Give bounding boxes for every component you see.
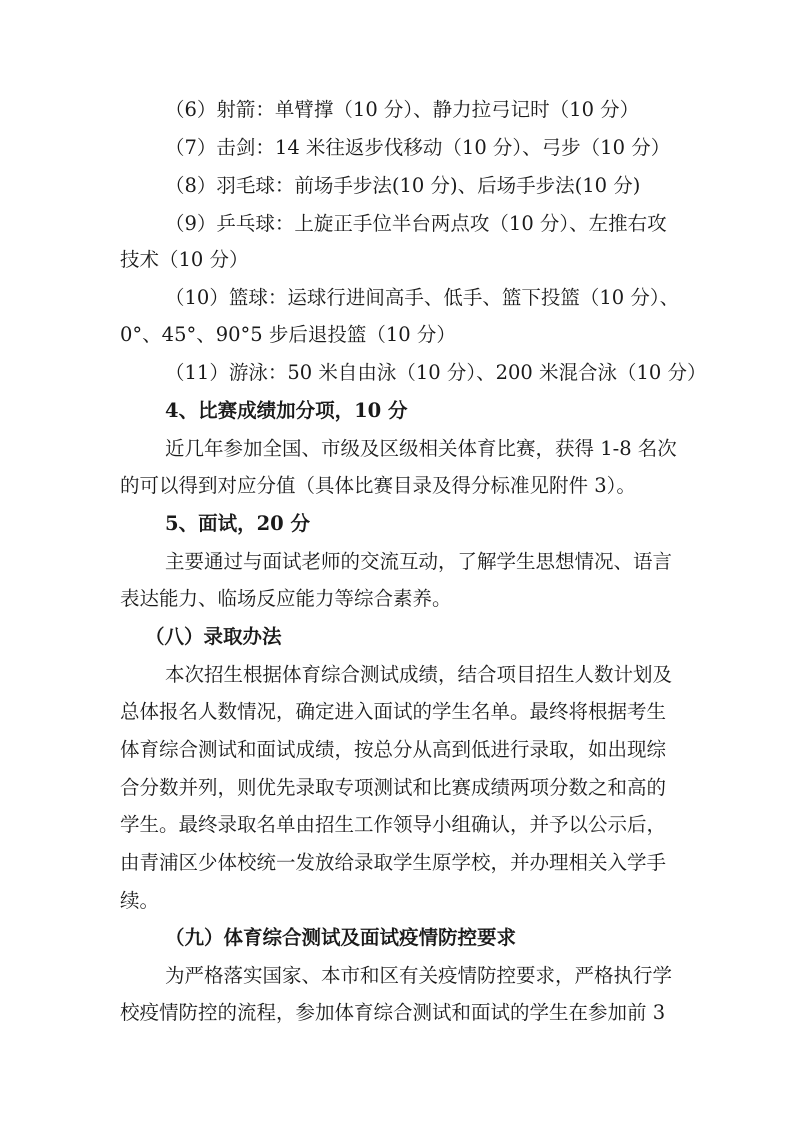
paragraph-admission-4: 合分数并列，则优先录取专项测试和比赛成绩两项分数之和高的 [120, 776, 667, 799]
paragraph-epidemic-2: 校疫情防控的流程，参加体育综合测试和面试的学生在参加前 3 [120, 1001, 666, 1024]
line-swimming: （11）游泳：50 米自由泳（10 分）、200 米混合泳（10 分） [165, 361, 707, 384]
paragraph-competition-1: 近几年参加全国、市级及区级相关体育比赛，获得 1-8 名次 [165, 437, 677, 460]
paragraph-admission-3: 体育综合测试和面试成绩，按总分从高到低进行录取，如出现综 [120, 738, 667, 761]
paragraph-admission-7: 续。 [120, 889, 160, 912]
line-archery: （6）射箭：单臂撑（10 分）、静力拉弓记时（10 分） [165, 98, 640, 121]
heading-admission-method: （八）录取办法 [145, 625, 282, 648]
line-badminton: （8）羽毛球：前场手步法(10 分)、后场手步法(10 分) [165, 174, 641, 197]
line-fencing: （7）击剑：14 米往返步伐移动（10 分）、弓步（10 分） [165, 136, 671, 159]
line-table-tennis: （9）乒乓球：上旋正手位半台两点攻（10 分）、左推右攻 [165, 212, 667, 235]
line-table-tennis-cont: 技术（10 分） [120, 248, 249, 271]
paragraph-epidemic-1: 为严格落实国家、本市和区有关疫情防控要求，严格执行学 [165, 964, 673, 987]
line-basketball: （10）篮球：运球行进间高手、低手、篮下投篮（10 分）、 [165, 286, 680, 309]
paragraph-interview-1: 主要通过与面试老师的交流互动，了解学生思想情况、语言 [165, 550, 673, 573]
heading-interview: 5、面试，20 分 [165, 512, 310, 535]
line-basketball-cont: 0°、45°、90°5 步后退投篮（10 分） [120, 323, 456, 346]
paragraph-admission-5: 学生。最终录取名单由招生工作领导小组确认，并予以公示后， [120, 813, 667, 836]
paragraph-admission-2: 总体报名人数情况，确定进入面试的学生名单。最终将根据考生 [120, 700, 667, 723]
paragraph-admission-6: 由青浦区少体校统一发放给录取学生原学校，并办理相关入学手 [120, 851, 667, 874]
paragraph-admission-1: 本次招生根据体育综合测试成绩，结合项目招生人数计划及 [165, 663, 673, 686]
heading-epidemic-requirements: （九）体育综合测试及面试疫情防控要求 [165, 926, 517, 949]
paragraph-competition-2: 的可以得到对应分值（具体比赛目录及得分标准见附件 3）。 [120, 474, 636, 497]
paragraph-interview-2: 表达能力、临场反应能力等综合素养。 [120, 587, 452, 610]
heading-competition-bonus: 4、比赛成绩加分项，10 分 [165, 399, 408, 422]
